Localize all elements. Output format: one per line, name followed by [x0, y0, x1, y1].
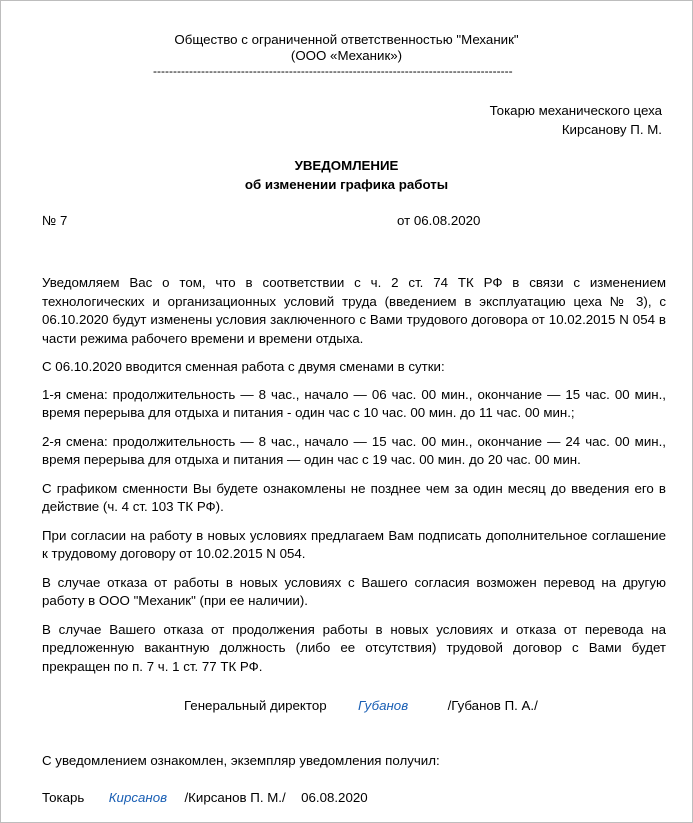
- body-paragraph-8: В случае Вашего отказа от продолжения работы в новых условиях и отказа от перевода на предложенную вакантную должность (либо ее отсутствия) трудовой договор с Вами будет прекращен по п. 7 ч. 1 ст. 77 ТК РФ.: [42, 621, 666, 674]
- body-paragraph-5: С графиком сменности Вы будете ознакомлены не позднее чем за один месяц до введения его в действие (ч. 4 ст. 103 ТК РФ).: [42, 480, 666, 514]
- organization-name: Общество с ограниченной ответственностью "Механик": [174, 32, 519, 47]
- body-paragraph-3: 1-я смена: продолжительность — 8 час., начало — 06 час. 00 мин., окончание — 15 час. 00 мин., время перерыва для отдыха и питания - один час с 10 час. 00 мин. до 11 час. 00 мин.;: [42, 386, 666, 420]
- director-position: Генеральный директор: [184, 698, 327, 713]
- director-signature-row: [184, 697, 538, 716]
- acknowledgement-date: 06.08.2020: [301, 790, 368, 805]
- document-date: от 06.08.2020: [397, 213, 481, 228]
- director-name: /Губанов П. А./: [447, 698, 538, 713]
- employee-signature-row: [42, 789, 368, 808]
- recipient-name: Кирсанову П. М.: [561, 122, 662, 137]
- body-paragraph-6: При согласии на работу в новых условиях предлагаем Вам подписать дополнительное соглашение к трудовому договору от 10.02.2015 N 054.: [42, 527, 666, 561]
- document-subtitle: об изменении графика работы: [244, 177, 449, 192]
- acknowledgement-text: С уведомлением ознакомлен, экземпляр уведомления получил:: [42, 753, 440, 768]
- employee-name: /Кирсанов П. М./: [184, 790, 286, 805]
- document-number: № 7: [42, 213, 68, 228]
- body-paragraph-2: С 06.10.2020 вводится сменная работа с двумя сменами в сутки:: [42, 359, 445, 374]
- body-paragraph-7: В случае отказа от работы в новых условиях с Вашего согласия возможен перевод на другую работу в ООО "Механик" (при ее наличии).: [42, 574, 666, 608]
- employee-position: Токарь: [42, 790, 85, 805]
- employee-handwritten-signature: Кирсанов: [108, 790, 168, 805]
- body-paragraph-1: Уведомляем Вас о том, что в соответствии с ч. 2 ст. 74 ТК РФ в связи с изменением технологических и организационных условий труда (введением в эксплуатацию цеха № 3), с 06.10.2020 будут изменены условия заключенного с Вами трудового договора от 10.02.2015 N 054 в части режима рабочего времени и времени отдыха.: [42, 275, 666, 346]
- document-body: [42, 274, 666, 686]
- document-title: УВЕДОМЛЕНИЕ: [294, 158, 399, 173]
- organization-short-name: (ООО «Механик»): [290, 48, 403, 63]
- body-paragraph-4: 2-я смена: продолжительность — 8 час., начало — 15 час. 00 мин., окончание — 24 час. 00 мин., время перерыва для отдыха и питания — один час с 19 час. 00 мин. до 20 час. 00 мин.: [42, 433, 666, 467]
- header-separator: ------------------------------------------------------------------------------------------: [153, 65, 513, 77]
- recipient-position: Токарю механического цеха: [489, 103, 662, 118]
- director-handwritten-signature: Губанов: [358, 698, 409, 713]
